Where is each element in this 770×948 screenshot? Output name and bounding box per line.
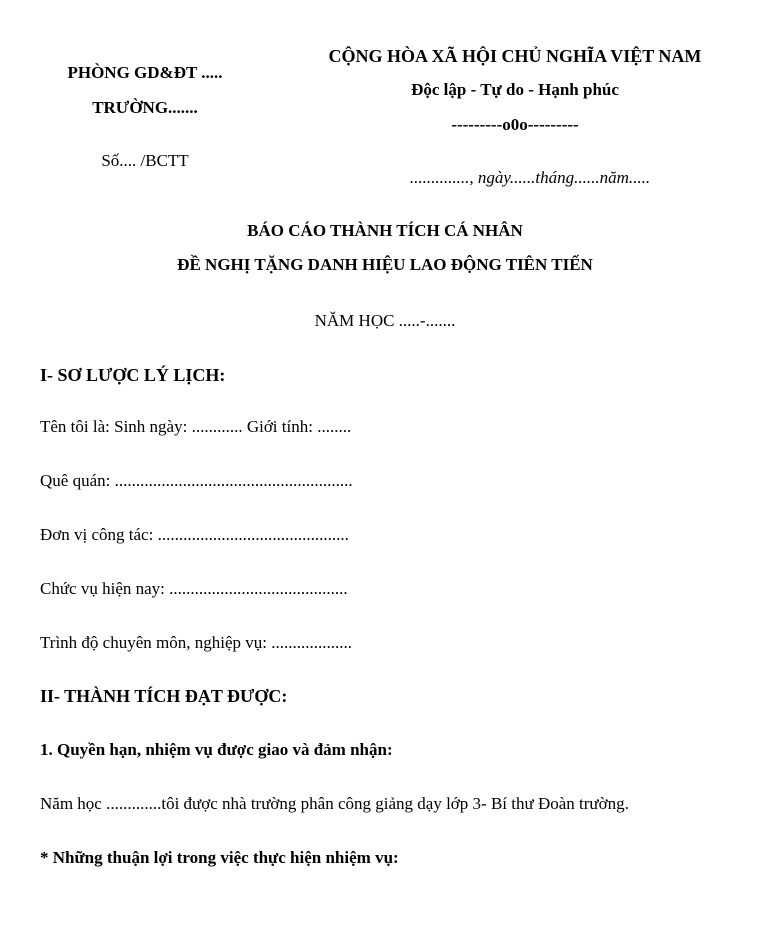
header-separator: ---------o0o---------	[451, 115, 579, 134]
duties-paragraph: Năm học .............tôi được nhà trường phân công giảng dạy lớp 3- Bí thư Đoàn trường.	[40, 794, 629, 813]
national-motto: Độc lập - Tự do - Hạnh phúc	[411, 80, 619, 99]
department-name: PHÒNG GD&ĐT .....	[67, 63, 223, 82]
report-subtitle: ĐỀ NGHỊ TẶNG DANH HIỆU LAO ĐỘNG TIÊN TIẾN	[177, 255, 593, 274]
school-name: TRƯỜNG.......	[92, 98, 198, 117]
report-title: BÁO CÁO THÀNH TÍCH CÁ NHÂN	[247, 221, 523, 240]
section-1-heading: I- SƠ LƯỢC LÝ LỊCH:	[40, 365, 226, 385]
field-name-birth-gender: Tên tôi là: Sinh ngày: ............ Giới tính: ........	[40, 417, 352, 436]
nation-title: CỘNG HÒA XÃ HỘI CHỦ NGHĨA VIỆT NAM	[328, 46, 702, 66]
school-year: NĂM HỌC .....-.......	[314, 311, 456, 330]
field-position: Chức vụ hiện nay: ..........................................	[40, 579, 348, 598]
duties-subheading: 1. Quyền hạn, nhiệm vụ được giao và đảm nhận:	[40, 740, 393, 759]
field-hometown: Quê quán: ........................................................	[40, 471, 353, 490]
field-workplace: Đơn vị công tác: .............................................	[40, 525, 349, 544]
document-number: Số.... /BCTT	[101, 151, 189, 170]
document-date: .............., ngày......tháng......năm.....	[409, 168, 651, 187]
field-qualification: Trình độ chuyên môn, nghiệp vụ: ...................	[40, 633, 352, 652]
advantages-subheading: * Những thuận lợi trong việc thực hiện nhiệm vụ:	[40, 848, 399, 867]
section-2-heading: II- THÀNH TÍCH ĐẠT ĐƯỢC:	[40, 686, 288, 706]
